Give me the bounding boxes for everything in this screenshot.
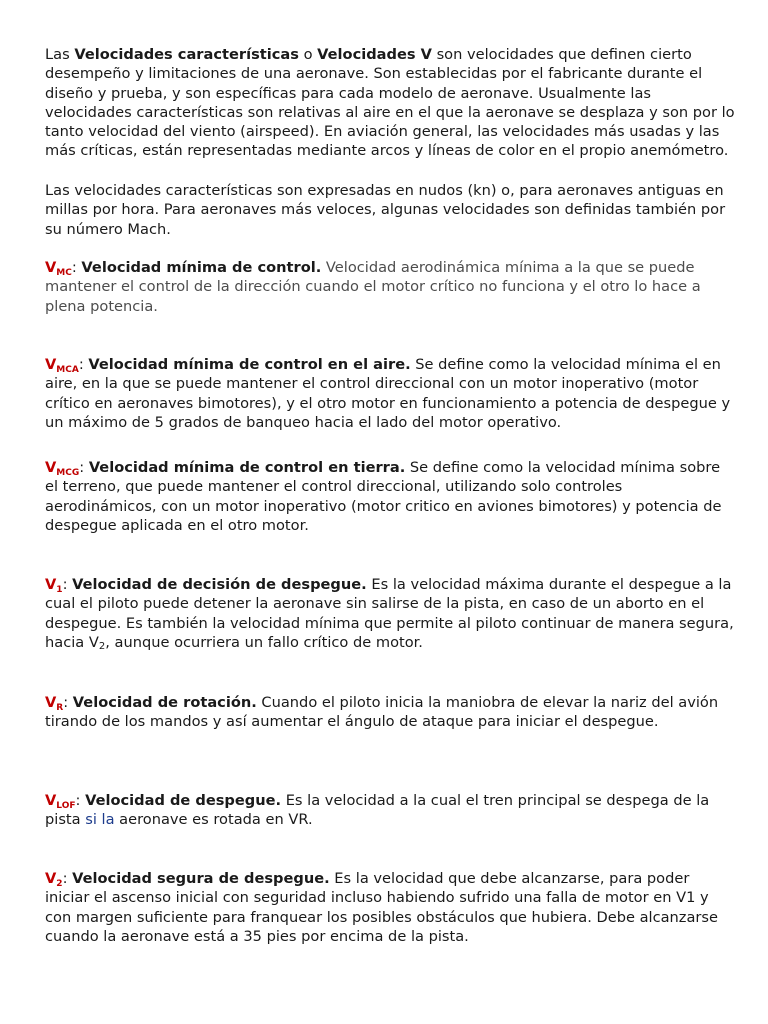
definition-vmc (45, 258, 735, 316)
speed-symbol-v2: $V_2$ (45, 870, 63, 889)
definition-title: Velocidad de decisión de despegue. (72, 576, 367, 593)
speed-symbol-vlof: $V_{LOF}$ (45, 792, 76, 811)
definition-title: Velocidad de despegue. (85, 792, 282, 809)
separator: : (79, 459, 89, 476)
definition-vmca (45, 355, 735, 432)
definition-title: Velocidad mínima de control en el aire. (88, 356, 411, 373)
speed-symbol-vmc: $V_{MC}$ (45, 259, 72, 278)
intro-term-2: Velocidades V (317, 46, 432, 63)
speed-symbol-vmcg: $V_{MCG}$ (45, 459, 80, 478)
speed-symbol-v1: $V_1$ (45, 576, 63, 595)
definition-vlof (45, 791, 735, 830)
intro-paragraph-1 (45, 45, 735, 161)
definition-title: Velocidad de rotación. (72, 694, 257, 711)
definition-v1 (45, 575, 735, 652)
definition-v2 (45, 869, 735, 946)
definition-text: Se define como la velocidad mínima el en aire, en la que se puede mantener el control direccional con un motor inoperativo (motor crítico en aeronaves bimotores), y el otro motor en funcionamiento a potencia de despegue y un máximo de 5 grados de banqueo hacia el lado del motor operativo. (45, 356, 731, 431)
speed-symbol-vr: $V_R$ (45, 694, 64, 713)
definition-text: Es la velocidad máxima durante el despegue a la cual el piloto puede detener la aeronave sin salirse de la pista, en caso de un aborto en el despegue. Es también la velocidad mínima que permite al piloto continuar de manera segura, hacia V (45, 576, 734, 651)
intro-text: Las (45, 46, 75, 63)
intro-paragraph-2: Las velocidades características son expresadas en nudos (kn) o, para aeronaves antiguas en millas por hora. Para aeronaves más veloces, algunas velocidades son definidas también por su número Mach. (45, 182, 726, 238)
separator: : (71, 259, 82, 276)
definition-title: Velocidad mínima de control. (81, 259, 322, 276)
definition-vr (45, 693, 735, 732)
separator: : (62, 576, 73, 593)
separator: : (75, 792, 86, 809)
separator: : (78, 356, 89, 373)
definition-title: Velocidad mínima de control en tierra. (88, 459, 406, 476)
definition-vmcg (45, 458, 735, 535)
definition-text: Es la velocidad a la cual el tren principal se despega de la pista (45, 792, 710, 829)
separator: : (62, 870, 73, 887)
definition-title: Velocidad segura de despegue. (72, 870, 330, 887)
intro-text: son velocidades que definen cierto desempeño y limitaciones de una aeronave. Son establecidas por el fabricante durante el diseño y prueba, y son específicas para cada modelo de aeronave. Usualmente las velocidades características son relativas al aire en el que la aeronave se desplaza y son por lo tanto velocidad del viento (airspeed). En aviación general, las velocidades más usadas y las más críticas, están representadas mediante arcos y líneas de color en el propio anemómetro. (45, 46, 735, 160)
speed-symbol-vmca: $V_{MCA}$ (45, 356, 79, 375)
definition-text: aeronave es rotada en VR. (114, 811, 313, 829)
definition-text: Se define como la velocidad mínima sobre el terreno, que puede mantener el control direccional, utilizando solo controles aerodinámicos, con un motor inoperativo (motor critico en aviones bimotores) y potencia de despegue aplicada en el otro motor. (45, 459, 722, 534)
intro-term-1: Velocidades características (74, 46, 299, 63)
intro-text: o (298, 46, 318, 63)
separator: : (63, 694, 73, 711)
definition-text: Es la velocidad que debe alcanzarse, para poder iniciar el ascenso inicial con seguridad incluso habiendo sufrido una falla de motor en V1 y con margen suficiente para franquear los posibles obstáculos que hubiera. Debe alcanzarse cuando la aeronave está a 35 pies por encima de la pista. (45, 870, 718, 945)
definition-text: , aunque ocurriera un fallo crítico de motor. (105, 633, 423, 651)
subscript: 2 (98, 640, 106, 652)
highlighted-text: si la (85, 811, 115, 829)
definition-text: Velocidad aerodinámica mínima a la que se puede mantener el control de la dirección cuando el motor crítico no funciona y el otro lo hace a plena potencia. (45, 259, 701, 315)
definition-text: Cuando el piloto inicia la maniobra de elevar la nariz del avión tirando de los mandos y así aumentar el ángulo de ataque para iniciar el despegue. (45, 694, 719, 731)
